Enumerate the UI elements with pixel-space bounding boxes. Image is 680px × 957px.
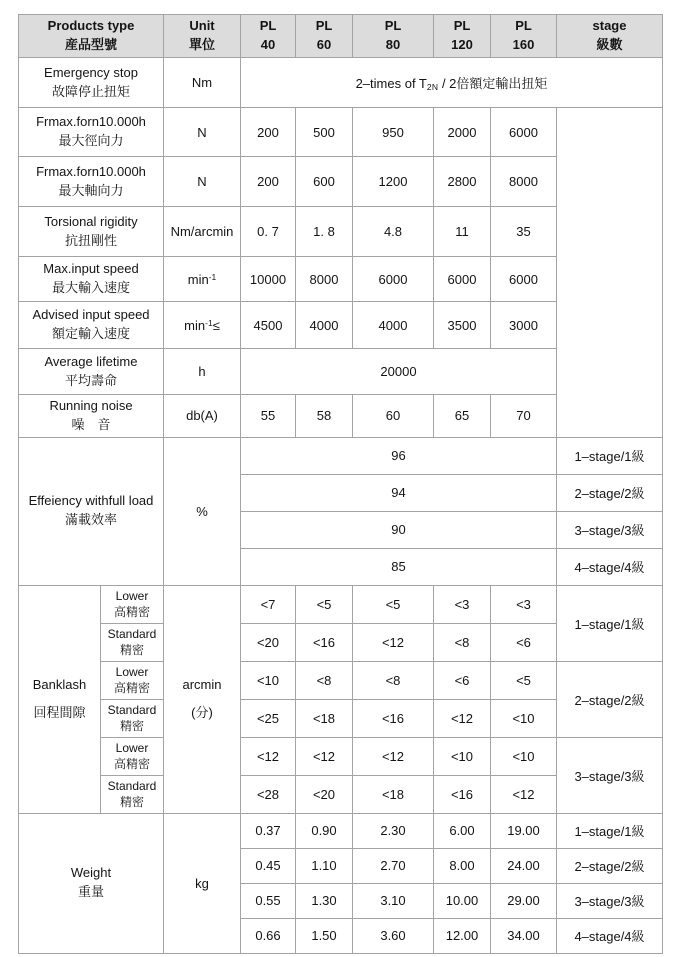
stage-cell: 1–stage/1級 (557, 437, 663, 474)
value-cell: 1200 (353, 157, 434, 207)
value-cell: <18 (296, 699, 353, 737)
unit-cell: h (164, 349, 241, 395)
column-header-products-type (19, 15, 164, 58)
unit-cell: N (164, 108, 241, 157)
value-cell: <5 (491, 661, 557, 699)
value-cell: 0.45 (241, 848, 296, 883)
column-header-pl-40: PL 40 (241, 15, 296, 58)
value-cell: <10 (241, 661, 296, 699)
row-label-max-input-speed: Max.input speed 最大輸入速度 (19, 257, 164, 302)
header-zh: 産品型號 (64, 37, 117, 52)
value-cell: <7 (241, 585, 296, 623)
value-cell: <3 (434, 585, 491, 623)
value-cell: 29.00 (491, 883, 557, 918)
unit-cell: kg (164, 813, 241, 953)
row-label-emergency-stop: Emergency stop 故障停止扭矩 (19, 58, 164, 108)
precision-grade-cell: Lower 高精密 (101, 737, 164, 775)
stage-cell: 2–stage/2級 (557, 474, 663, 511)
unit-cell: N (164, 157, 241, 207)
value-cell: 10.00 (434, 883, 491, 918)
column-header-pl-80: PL 80 (353, 15, 434, 58)
value-cell: 0.37 (241, 813, 296, 848)
value-cell: <12 (353, 623, 434, 661)
value-cell: <16 (353, 699, 434, 737)
value-cell: 3500 (434, 302, 491, 349)
value-cell: <12 (353, 737, 434, 775)
value-cell: <12 (491, 775, 557, 813)
value-cell: <8 (353, 661, 434, 699)
row-label-max-axial-force: Frmax.forn10.000h 最大軸向力 (19, 157, 164, 207)
row-label-average-lifetime: Average lifetime 平均壽命 (19, 349, 164, 395)
value-cell: 4.8 (353, 207, 434, 257)
value-cell: <12 (241, 737, 296, 775)
column-header-pl-160: PL 160 (491, 15, 557, 58)
cell-efficiency-value: 94 (241, 474, 557, 511)
value-cell: 2.30 (353, 813, 434, 848)
precision-grade-cell: Standard 精密 (101, 623, 164, 661)
cell-efficiency-value: 85 (241, 548, 557, 585)
value-cell: 55 (241, 395, 296, 438)
value-cell: 65 (434, 395, 491, 438)
value-cell: 8.00 (434, 848, 491, 883)
value-cell: 4500 (241, 302, 296, 349)
row-backlash-1 (19, 585, 663, 623)
value-cell: 35 (491, 207, 557, 257)
value-cell: <6 (434, 661, 491, 699)
stage-cell: 3–stage/3級 (557, 883, 663, 918)
row-label-torsional-rigidity: Torsional rigidity 抗扭剛性 (19, 207, 164, 257)
value-cell: 6000 (491, 108, 557, 157)
value-cell: 950 (353, 108, 434, 157)
value-cell: <28 (241, 775, 296, 813)
value-cell: 8000 (296, 257, 353, 302)
value-cell: 60 (353, 395, 434, 438)
value-cell: <16 (434, 775, 491, 813)
value-cell: 58 (296, 395, 353, 438)
row-efficiency-1 (19, 437, 663, 474)
value-cell: 3000 (491, 302, 557, 349)
value-cell: <5 (296, 585, 353, 623)
row-weight-1 (19, 813, 663, 848)
precision-grade-cell: Standard 精密 (101, 775, 164, 813)
stage-cell: 1–stage/1級 (557, 813, 663, 848)
value-cell: <10 (491, 737, 557, 775)
value-cell: <12 (434, 699, 491, 737)
value-cell: <20 (296, 775, 353, 813)
value-cell: <12 (296, 737, 353, 775)
value-cell: <10 (491, 699, 557, 737)
value-cell: 600 (296, 157, 353, 207)
value-cell: <8 (296, 661, 353, 699)
value-cell: 12.00 (434, 918, 491, 953)
value-cell: 19.00 (491, 813, 557, 848)
row-emergency-stop (19, 58, 663, 108)
stage-cell: 1–stage/1級 (557, 585, 663, 661)
value-cell: 24.00 (491, 848, 557, 883)
value-cell: 3.60 (353, 918, 434, 953)
cell-emergency-value: 2–times of $T_{2N} / 2$倍額定輸出扭矩 (241, 58, 663, 108)
value-cell: 2000 (434, 108, 491, 157)
cell-efficiency-value: 96 (241, 437, 557, 474)
value-cell: <6 (491, 623, 557, 661)
value-cell: <16 (296, 623, 353, 661)
value-cell: 1. 8 (296, 207, 353, 257)
precision-grade-cell: Lower 高精密 (101, 585, 164, 623)
value-cell: 0.55 (241, 883, 296, 918)
value-cell: 500 (296, 108, 353, 157)
row-label-weight: Weight 重量 (19, 813, 164, 953)
value-cell: <5 (353, 585, 434, 623)
column-header-stage: stage 級數 (557, 15, 663, 58)
value-cell: 6000 (353, 257, 434, 302)
value-cell: 6000 (434, 257, 491, 302)
unit-cell: Nm/arcmin (164, 207, 241, 257)
value-cell: 2.70 (353, 848, 434, 883)
value-cell: <10 (434, 737, 491, 775)
value-cell: 8000 (491, 157, 557, 207)
stage-cell: 4–stage/4級 (557, 918, 663, 953)
stage-cell: 2–stage/2級 (557, 661, 663, 737)
value-cell: <18 (353, 775, 434, 813)
unit-cell: db(A) (164, 395, 241, 438)
value-cell: 2800 (434, 157, 491, 207)
row-backlash-5 (19, 737, 663, 775)
unit-cell: arcmin (分) (164, 585, 241, 813)
row-backlash-3 (19, 661, 663, 699)
value-cell: 3.10 (353, 883, 434, 918)
value-cell: <8 (434, 623, 491, 661)
value-cell: 10000 (241, 257, 296, 302)
value-cell: 6.00 (434, 813, 491, 848)
stage-cell: 3–stage/3級 (557, 737, 663, 813)
value-cell: 0.66 (241, 918, 296, 953)
unit-cell: $\min^{-1}$ (164, 257, 241, 302)
precision-grade-cell: Standard 精密 (101, 699, 164, 737)
unit-cell: $\min^{-1}\le$ (164, 302, 241, 349)
value-cell: 0.90 (296, 813, 353, 848)
unit-cell: % (164, 437, 241, 585)
row-label-advised-input-speed: Advised input speed 額定輸入速度 (19, 302, 164, 349)
value-cell: <3 (491, 585, 557, 623)
unit-cell: Nm (164, 58, 241, 108)
header-row (19, 15, 663, 58)
stage-cell: 4–stage/4級 (557, 548, 663, 585)
value-cell: 6000 (491, 257, 557, 302)
row-max-radial-force (19, 108, 663, 157)
stage-cell: 2–stage/2級 (557, 848, 663, 883)
value-cell: 70 (491, 395, 557, 438)
value-cell: 4000 (353, 302, 434, 349)
column-header-pl-120: PL 120 (434, 15, 491, 58)
product-spec-table (18, 14, 663, 954)
cell-lifetime-value: 20000 (241, 349, 557, 395)
value-cell: <25 (241, 699, 296, 737)
row-label-max-radial-force: Frmax.forn10.000h 最大徑向力 (19, 108, 164, 157)
value-cell: 34.00 (491, 918, 557, 953)
precision-grade-cell: Lower 高精密 (101, 661, 164, 699)
column-header-pl-60: PL 60 (296, 15, 353, 58)
stage-cell: 3–stage/3級 (557, 511, 663, 548)
value-cell: <20 (241, 623, 296, 661)
value-cell: 1.30 (296, 883, 353, 918)
value-cell: 1.50 (296, 918, 353, 953)
column-header-unit: Unit 單位 (164, 15, 241, 58)
value-cell: 11 (434, 207, 491, 257)
row-label-running-noise: Running noise 噪 音 (19, 395, 164, 438)
value-cell: 200 (241, 108, 296, 157)
row-label-efficiency: Effeiency withfull load 滿載效率 (19, 437, 164, 585)
cell-efficiency-value: 90 (241, 511, 557, 548)
value-cell: 1.10 (296, 848, 353, 883)
row-label-backlash: Banklash 回程間隙 (19, 585, 101, 813)
value-cell: 4000 (296, 302, 353, 349)
stage-cell-empty (557, 108, 663, 438)
torque-subscript: 2N (426, 82, 439, 92)
value-cell: 200 (241, 157, 296, 207)
header-en: Products type (47, 18, 135, 34)
value-cell: 0. 7 (241, 207, 296, 257)
